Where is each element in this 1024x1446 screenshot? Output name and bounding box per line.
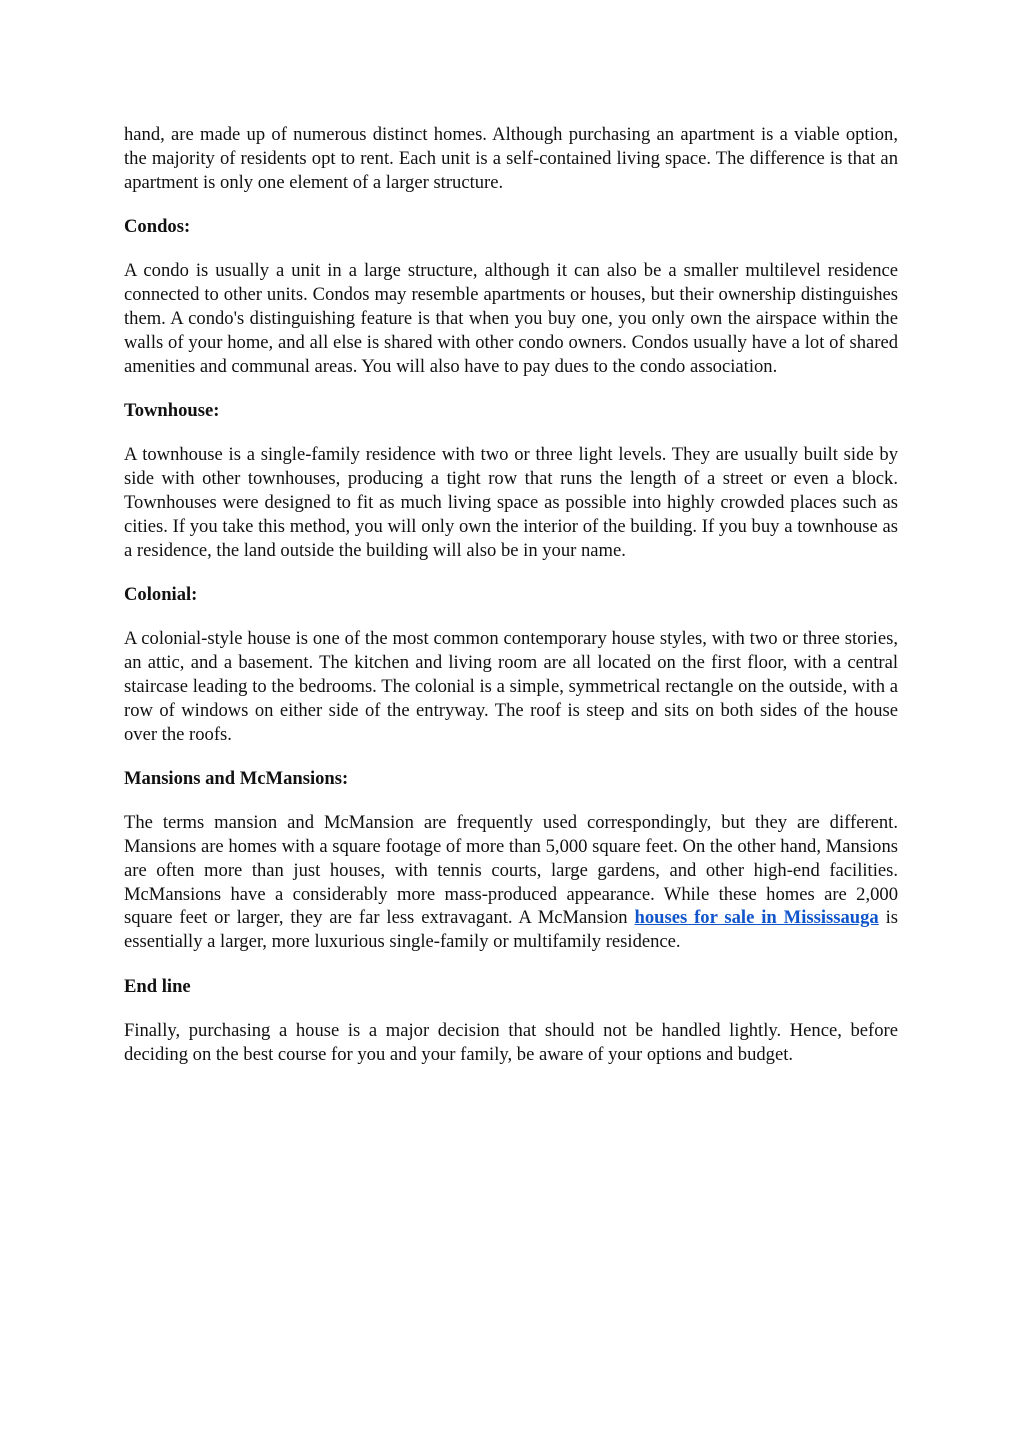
mansions-text-before-link: The terms mansion and McMansion are frequently used correspondingly, but they are different. Mansions are homes with a square footage of more than 5,000 square feet. On the other hand, Mansions are often more than just houses, with tennis courts, large gardens, and other high-end facilities. McMansions have a considerably more mass-produced appearance. While these homes are 2,000 square feet or larger, they are far less extravagant. A McMansion — [124, 812, 898, 929]
document-page — [124, 123, 898, 1087]
townhouse-heading: Townhouse: — [124, 399, 220, 421]
townhouse-paragraph: A townhouse is a single-family residence with two or three light levels. They are usually built side by side with other townhouses, producing a tight row that runs the length of a street or even a block. Townhouses were designed to fit as much living space as possible into highly crowded places such as cities. If you take this method, you will only own the interior of the building. If you buy a townhouse as a residence, the land outside the building will also be in your name. — [124, 444, 898, 561]
intro-paragraph: hand, are made up of numerous distinct homes. Although purchasing an apartment is a viable option, the majority of residents opt to rent. Each unit is a self-contained living space. The difference is that an apartment is only one element of a larger structure. — [124, 124, 898, 193]
mansions-paragraph — [124, 811, 898, 954]
mansions-heading: Mansions and McMansions: — [124, 767, 349, 789]
colonial-paragraph: A colonial-style house is one of the most common contemporary house styles, with two or three stories, an attic, and a basement. The kitchen and living room are all located on the first floor, with a central staircase leading to the bedrooms. The colonial is a simple, symmetrical rectangle on the outside, with a row of windows on either side of the entryway. The roof is steep and sits on both sides of the house over the roofs. — [124, 628, 898, 745]
condos-paragraph: A condo is usually a unit in a large structure, although it can also be a smaller multilevel residence connected to other units. Condos may resemble apartments or houses, but their ownership distinguishes them. A condo's distinguishing feature is that when you buy one, you only own the airspace within the walls of your home, and all else is shared with other condo owners. Condos usually have a lot of shared amenities and communal areas. You will also have to pay dues to the condo association. — [124, 260, 898, 377]
end-line-paragraph: Finally, purchasing a house is a major decision that should not be handled lightly. Hence, before deciding on the best course for you and your family, be aware of your options and budget. — [124, 1020, 898, 1065]
houses-for-sale-link[interactable]: houses for sale in Mississauga — [634, 907, 879, 929]
mansions-text-after-link: is essentially a larger, more luxurious single-family or multifamily residence. — [124, 907, 898, 953]
condos-heading: Condos: — [124, 215, 191, 237]
end-line-heading: End line — [124, 975, 191, 997]
colonial-heading: Colonial: — [124, 583, 198, 605]
